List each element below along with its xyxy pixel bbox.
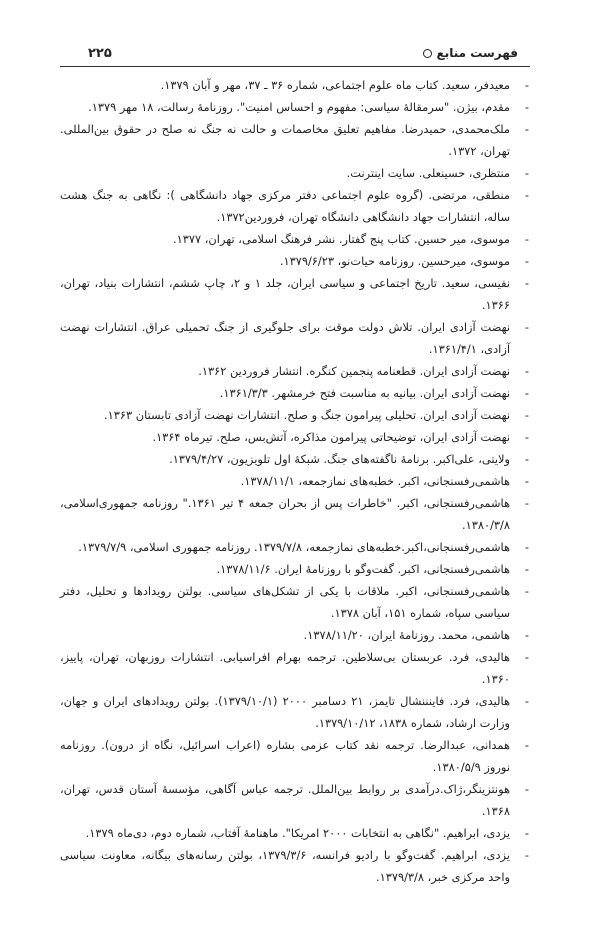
reference-item: - هاشمی‌رفسنجانی، اکبر. ملاقات با یکی از تشکل‌های سیاسی. بولتن رویدادها و تحلیل، دفتر سیاسی سپاه، شماره ۱۵۱، آبان ۱۳۷۸. — [60, 580, 532, 624]
header-rule — [60, 66, 530, 67]
circle-icon — [423, 49, 432, 58]
reference-item: - هاشمی‌رفسنجانی، اکبر. "خاطرات پس از بحران جمعه ۴ تیر ۱۳۶۱." روزنامه جمهوری‌اسلامی، ۱۳۸۰/۳/۸. — [60, 492, 532, 536]
reference-item: - هالیدی، فرد. عربستان بی‌سلاطین. ترجمه بهرام افراسیابی. انتشارات روزبهان، تهران، پاییز، ۱۳۶۰. — [60, 646, 532, 690]
reference-item: - هالیدی، فرد. فاینننشال تایمز، ۲۱ دسامبر ۲۰۰۰ (۱۳۷۹/۱۰/۱). بولتن رویدادهای ایران و جهان، وزارت ارشاد، شماره ۱۸۳۸، ۱۳۷۹/۱۰/۱۲. — [60, 690, 532, 734]
reference-item: - منتظری، حسینعلی. سایت اینترنت. — [60, 162, 532, 184]
page-number: ۲۲۵ — [88, 46, 112, 61]
reference-item: - هاشمی، محمد. روزنامهٔ ایران، ۱۳۷۸/۱۱/۲۰. — [60, 624, 532, 646]
reference-item: - نهضت آزادی ایران. قطعنامه پنجمین کنگره. انتشار فروردین ۱۳۶۲. — [60, 360, 532, 382]
reference-item: - نفیسی، سعید. تاریخ اجتماعی و سیاسی ایران، جلد ۱ و ۲، چاپ ششم، انتشارات بنیاد، تهران، ۱۳۶۶. — [60, 272, 532, 316]
reference-item: - ولایتی، علی‌اکبر. برنامهٔ ناگفته‌های جنگ. شبکهٔ اول تلویزیون، ۱۳۷۹/۴/۲۷. — [60, 448, 532, 470]
reference-item: - مقدم، بیژن. "سرمقالهٔ سیاسی: مفهوم و احساس امنیت". روزنامهٔ رسالت، ۱۸ مهر ۱۳۷۹. — [60, 96, 532, 118]
reference-item: - نهضت آزادی ایران، توضیحاتی پیرامون مذاکره، آتش‌بس، صلح. تیرماه ۱۳۶۴. — [60, 426, 532, 448]
reference-item: - هاشمی‌رفسنجانی، اکبر. گفت‌وگو با روزنامهٔ ایران. ۱۳۷۸/۱۱/۶. — [60, 558, 532, 580]
reference-item: - همدانی، عبدالرضا. ترجمه نقد کتاب عزمی بشاره (اعراب اسرائیل، نگاه از درون). روزنامه نوروز ۱۳۸۰/۵/۹. — [60, 734, 532, 778]
reference-item: - منطقی، مرتضی. (گروه علوم اجتماعی دفتر مرکزی جهاد دانشگاهی ): نگاهی به جنگ هشت ساله، انتشارات جهاد دانشگاهی دانشگاه تهران، فروردین۱۳۷۲. — [60, 184, 532, 228]
reference-item: - نهضت آزادی ایران. تلاش دولت موقت برای جلوگیری از جنگ تحمیلی عراق. انتشارات نهضت آزادی، ۱۳۶۱/۴/۱. — [60, 316, 532, 360]
reference-item: - هاشمی‌رفسنجانی، اکبر. خطبه‌های نمازجمعه، ۱۳۷۸/۱۱/۱. — [60, 470, 532, 492]
reference-item: - هونتزینگر،ژاک.درآمدی بر روابط بین‌الملل. ترجمه عباس آگاهی، مؤسسهٔ آستان قدس، تهران، ۱۳۶۸. — [60, 778, 532, 822]
reference-item: - معیدفر، سعید. کتاب ماه علوم اجتماعی، شماره ۳۶ ـ ۳۷، مهر و آبان ۱۳۷۹. — [60, 74, 532, 96]
reference-item: - موسوی، میر حسین. کتاب پنج گفتار. نشر فرهنگ اسلامی، تهران، ۱۳۷۷. — [60, 228, 532, 250]
reference-item: - نهضت آزادی ایران. بیانیه به مناسبت فتح خرمشهر. ۱۳۶۱/۳/۳. — [60, 382, 532, 404]
reference-item: - موسوی، میرحسین. روزنامه حیات‌نو، ۱۳۷۹/۶/۲۳. — [60, 250, 532, 272]
reference-item: - یزدی، ابراهیم. "نگاهی به انتخابات ۲۰۰۰ امریکا". ماهنامهٔ آفتاب، شماره دوم، دی‌ماه ۱۳۷۹. — [60, 822, 532, 844]
reference-item: - یزدی، ابراهیم. گفت‌وگو با رادیو فرانسه، ۱۳۷۹/۳/۶، بولتن رسانه‌های بیگانه، معاونت سیاسی واحد مرکزی خبر، ۱۳۷۹/۳/۸. — [60, 844, 532, 888]
section-title: فهرست منابع — [423, 46, 518, 60]
running-header — [60, 46, 518, 66]
reference-item: - ملک‌محمدی، حمیدرضا. مفاهیم تعلیق مخاصمات و حالت نه جنگ نه صلح در حقوق بین‌المللی. تهران، ۱۳۷۲. — [60, 118, 532, 162]
reference-item: - نهضت آزادی ایران. تحلیلی پیرامون جنگ و صلح. انتشارات نهضت آزادی تابستان ۱۳۶۳. — [60, 404, 532, 426]
reference-item: - هاشمی‌رفسنجانی،اکبر.خطبه‌های نمازجمعه، ۱۳۷۹/۷/۸. روزنامه جمهوری اسلامی، ۱۳۷۹/۷/۹. — [60, 536, 532, 558]
reference-list — [60, 74, 532, 888]
